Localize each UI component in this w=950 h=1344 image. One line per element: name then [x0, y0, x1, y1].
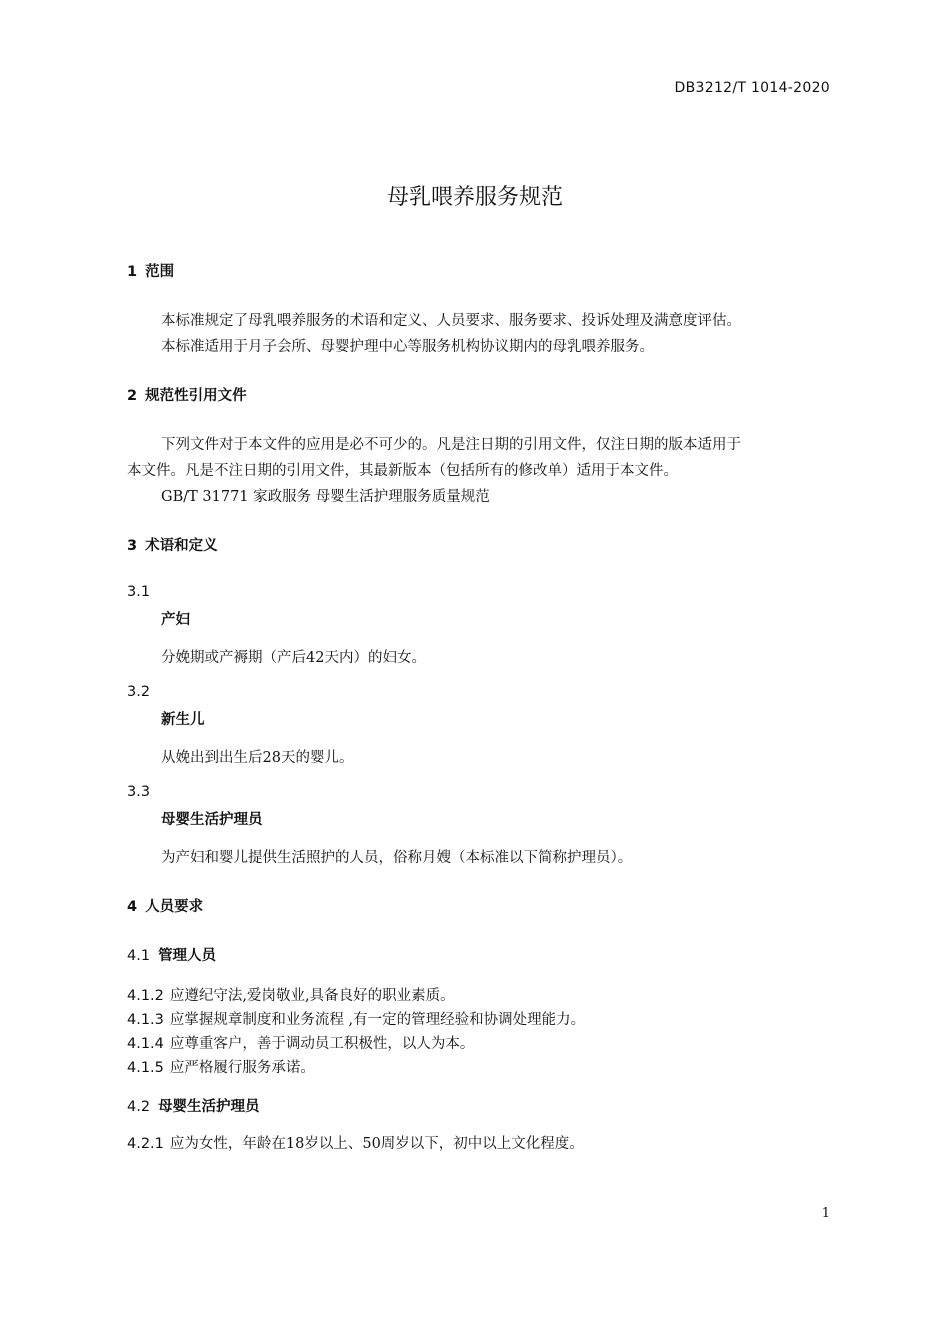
- section-number: 4: [127, 899, 138, 915]
- clause-4-1-5: [127, 1056, 315, 1077]
- clause-text: 应遵纪守法,爱岗敬业,具备良好的职业素质。: [169, 988, 455, 1004]
- clause-number: 4.1.5: [127, 1060, 164, 1076]
- clause-text: 应严格履行服务承诺。: [169, 1060, 315, 1076]
- clause-number: 4.1.4: [127, 1036, 164, 1052]
- term-definition: 为产妇和婴儿提供生活照护的人员，俗称月嫂（本标准以下简称护理员）。: [161, 850, 633, 866]
- section-number: 3: [127, 538, 138, 554]
- subsection-4-1-heading: [127, 944, 216, 965]
- subsection-4-2-heading: [127, 1095, 260, 1116]
- section-title: 规范性引用文件: [145, 388, 247, 404]
- clause-4-1-4: [127, 1032, 474, 1053]
- section-title: 术语和定义: [145, 538, 218, 554]
- paragraph: 本标准规定了母乳喂养服务的术语和定义、人员要求、服务要求、投诉处理及满意度评估。: [161, 313, 741, 329]
- section-3-heading: [127, 534, 218, 555]
- section-number: 2: [127, 388, 138, 404]
- term-number: 3.2: [127, 684, 151, 700]
- normative-reference: GB/T 31771 家政服务 母婴生活护理服务质量规范: [161, 489, 490, 505]
- clause-4-1-2: [127, 984, 455, 1005]
- section-4-heading: [127, 895, 203, 916]
- page-number: 1: [821, 1206, 830, 1221]
- clause-text: 应掌握规章制度和业务流程 ,有一定的管理经验和协调处理能力。: [169, 1012, 586, 1028]
- page-title: 母乳喂养服务规范: [386, 185, 563, 210]
- term-definition: 从娩出到出生后28天的婴儿。: [161, 750, 354, 766]
- section-2-heading: [127, 384, 247, 405]
- clause-4-1-3: [127, 1008, 585, 1029]
- section-title: 人员要求: [145, 899, 204, 915]
- section-1-heading: [127, 260, 174, 281]
- term-name: 母婴生活护理员: [161, 812, 263, 828]
- term-definition: 分娩期或产褥期（产后42天内）的妇女。: [161, 650, 426, 666]
- clause-number: 4.1.2: [127, 988, 164, 1004]
- term-name: 新生儿: [161, 712, 205, 728]
- paragraph: 本标准适用于月子会所、母婴护理中心等服务机构协议期内的母乳喂养服务。: [161, 339, 654, 355]
- paragraph-continued: 本文件。凡是不注日期的引用文件，其最新版本（包括所有的修改单）适用于本文件。: [127, 463, 678, 479]
- clause-number: 4.2.1: [127, 1136, 164, 1152]
- term-number: 3.3: [127, 784, 151, 800]
- subsection-number: 4.1: [127, 948, 151, 964]
- subsection-title: 母婴生活护理员: [158, 1099, 260, 1115]
- section-number: 1: [127, 264, 138, 280]
- subsection-title: 管理人员: [158, 948, 217, 964]
- document-number: DB3212/T 1014-2020: [674, 80, 830, 96]
- subsection-number: 4.2: [127, 1099, 151, 1115]
- clause-number: 4.1.3: [127, 1012, 164, 1028]
- section-title: 范围: [145, 264, 175, 280]
- clause-4-2-1: [127, 1132, 584, 1153]
- clause-text: 应为女性，年龄在18岁以上、50周岁以下，初中以上文化程度。: [169, 1136, 584, 1152]
- term-name: 产妇: [161, 612, 190, 628]
- clause-text: 应尊重客户，善于调动员工积极性，以人为本。: [169, 1036, 475, 1052]
- paragraph: 下列文件对于本文件的应用是必不可少的。凡是注日期的引用文件，仅注日期的版本适用于: [161, 437, 741, 453]
- term-number: 3.1: [127, 584, 151, 600]
